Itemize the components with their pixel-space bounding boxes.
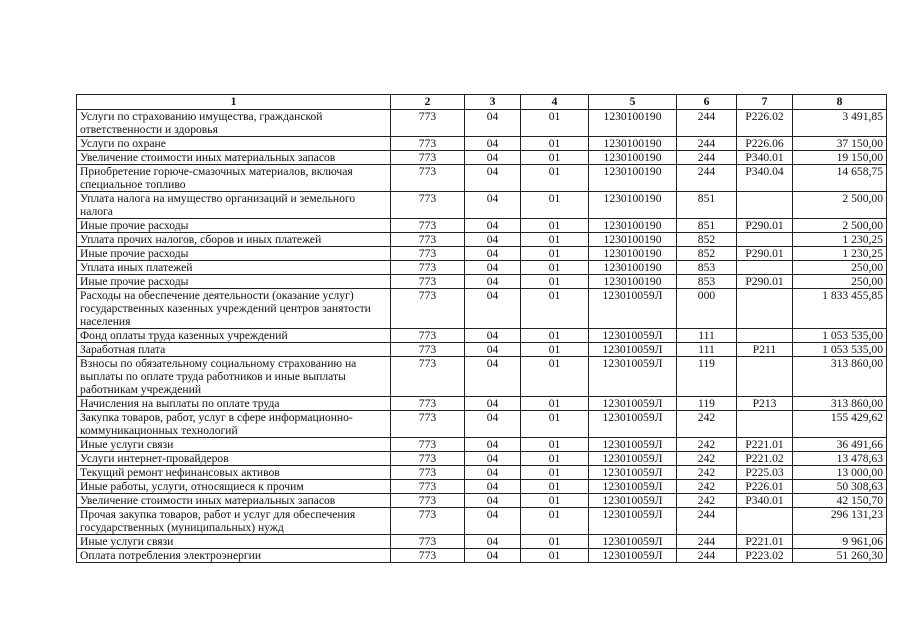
code-col-3: 04: [465, 110, 521, 137]
code-col-5: 1230100190: [589, 219, 677, 233]
table-row: [77, 397, 887, 411]
code-col-7: Р221.01: [737, 438, 793, 452]
code-col-4: 01: [521, 137, 589, 151]
code-col-6: 851: [677, 192, 737, 219]
amount-cell: 1 053 535,00: [793, 329, 887, 343]
column-header: 7: [737, 95, 793, 110]
code-col-3: 04: [465, 494, 521, 508]
code-col-7: Р226.02: [737, 110, 793, 137]
code-col-2: 773: [391, 452, 465, 466]
code-col-5: 1230100190: [589, 247, 677, 261]
table-row: [77, 192, 887, 219]
code-col-5: 1230100190: [589, 165, 677, 192]
code-col-3: 04: [465, 535, 521, 549]
code-col-5: 1230100190: [589, 192, 677, 219]
amount-cell: 1 053 535,00: [793, 343, 887, 357]
code-col-6: 852: [677, 247, 737, 261]
code-col-5: 1230100190: [589, 110, 677, 137]
code-col-2: 773: [391, 549, 465, 563]
code-col-6: 242: [677, 480, 737, 494]
code-col-2: 773: [391, 137, 465, 151]
code-col-7: Р226.06: [737, 137, 793, 151]
table-row: [77, 357, 887, 397]
code-col-5: 123010059Л: [589, 343, 677, 357]
code-col-3: 04: [465, 452, 521, 466]
code-col-4: 01: [521, 397, 589, 411]
code-col-4: 01: [521, 357, 589, 397]
code-col-2: 773: [391, 261, 465, 275]
item-name: Иные прочие расходы: [77, 247, 391, 261]
code-col-2: 773: [391, 466, 465, 480]
item-name: Начисления на выплаты по оплате труда: [77, 397, 391, 411]
code-col-2: 773: [391, 192, 465, 219]
code-col-2: 773: [391, 275, 465, 289]
item-name: Заработная плата: [77, 343, 391, 357]
code-col-3: 04: [465, 275, 521, 289]
code-col-2: 773: [391, 289, 465, 329]
code-col-2: 773: [391, 508, 465, 535]
code-col-2: 773: [391, 247, 465, 261]
code-col-5: 123010059Л: [589, 452, 677, 466]
table-row: [77, 219, 887, 233]
code-col-7: [737, 329, 793, 343]
amount-cell: 51 260,30: [793, 549, 887, 563]
item-name: Увеличение стоимости иных материальных запасов: [77, 494, 391, 508]
table-row: [77, 480, 887, 494]
amount-cell: 36 491,66: [793, 438, 887, 452]
table-row: [77, 494, 887, 508]
amount-cell: 250,00: [793, 275, 887, 289]
code-col-4: 01: [521, 411, 589, 438]
code-col-6: 852: [677, 233, 737, 247]
code-col-7: Р340.01: [737, 151, 793, 165]
code-col-7: Р226.01: [737, 480, 793, 494]
code-col-4: 01: [521, 275, 589, 289]
code-col-3: 04: [465, 397, 521, 411]
table-row: [77, 289, 887, 329]
code-col-5: 123010059Л: [589, 535, 677, 549]
item-name: Закупка товаров, работ, услуг в сфере информационно-коммуникационных технологий: [77, 411, 391, 438]
item-name: Фонд оплаты труда казенных учреждений: [77, 329, 391, 343]
code-col-7: [737, 357, 793, 397]
item-name: Услуги по охране: [77, 137, 391, 151]
column-header: 4: [521, 95, 589, 110]
code-col-3: 04: [465, 508, 521, 535]
code-col-3: 04: [465, 192, 521, 219]
column-header: 1: [77, 95, 391, 110]
code-col-7: [737, 508, 793, 535]
amount-cell: 313 860,00: [793, 357, 887, 397]
item-name: Увеличение стоимости иных материальных запасов: [77, 151, 391, 165]
code-col-6: 242: [677, 466, 737, 480]
code-col-3: 04: [465, 289, 521, 329]
code-col-6: 119: [677, 357, 737, 397]
table-row: [77, 549, 887, 563]
code-col-6: 242: [677, 411, 737, 438]
code-col-4: 01: [521, 480, 589, 494]
code-col-6: 851: [677, 219, 737, 233]
budget-table: [76, 94, 887, 563]
table-row: [77, 247, 887, 261]
amount-cell: 14 658,75: [793, 165, 887, 192]
code-col-5: 1230100190: [589, 137, 677, 151]
code-col-4: 01: [521, 466, 589, 480]
column-header: 6: [677, 95, 737, 110]
code-col-2: 773: [391, 151, 465, 165]
code-col-4: 01: [521, 452, 589, 466]
table-row: [77, 466, 887, 480]
code-col-5: 123010059Л: [589, 480, 677, 494]
code-col-4: 01: [521, 219, 589, 233]
code-col-2: 773: [391, 165, 465, 192]
amount-cell: 1 230,25: [793, 247, 887, 261]
code-col-6: 244: [677, 165, 737, 192]
code-col-5: 123010059Л: [589, 494, 677, 508]
amount-cell: 155 429,62: [793, 411, 887, 438]
code-col-5: 123010059Л: [589, 508, 677, 535]
code-col-7: Р223.02: [737, 549, 793, 563]
code-col-6: 111: [677, 329, 737, 343]
code-col-3: 04: [465, 165, 521, 192]
amount-cell: 50 308,63: [793, 480, 887, 494]
code-col-4: 01: [521, 438, 589, 452]
code-col-2: 773: [391, 343, 465, 357]
code-col-6: 242: [677, 452, 737, 466]
code-col-4: 01: [521, 494, 589, 508]
amount-cell: 42 150,70: [793, 494, 887, 508]
table-row: [77, 411, 887, 438]
code-col-3: 04: [465, 219, 521, 233]
code-col-6: 244: [677, 549, 737, 563]
amount-cell: 37 150,00: [793, 137, 887, 151]
code-col-4: 01: [521, 329, 589, 343]
code-col-7: Р340.01: [737, 494, 793, 508]
code-col-2: 773: [391, 438, 465, 452]
code-col-7: Р213: [737, 397, 793, 411]
column-header: 5: [589, 95, 677, 110]
code-col-4: 01: [521, 233, 589, 247]
code-col-5: 123010059Л: [589, 289, 677, 329]
code-col-5: 1230100190: [589, 233, 677, 247]
table-row: [77, 329, 887, 343]
table-row: [77, 275, 887, 289]
code-col-3: 04: [465, 343, 521, 357]
code-col-5: 123010059Л: [589, 466, 677, 480]
code-col-4: 01: [521, 192, 589, 219]
item-name: Уплата прочих налогов, сборов и иных платежей: [77, 233, 391, 247]
code-col-2: 773: [391, 233, 465, 247]
table-row: [77, 535, 887, 549]
code-col-3: 04: [465, 438, 521, 452]
code-col-2: 773: [391, 110, 465, 137]
code-col-6: 244: [677, 110, 737, 137]
code-col-7: Р221.01: [737, 535, 793, 549]
code-col-4: 01: [521, 247, 589, 261]
code-col-4: 01: [521, 110, 589, 137]
code-col-2: 773: [391, 411, 465, 438]
item-name: Иные прочие расходы: [77, 275, 391, 289]
item-name: Текущий ремонт нефинансовых активов: [77, 466, 391, 480]
amount-cell: 1 230,25: [793, 233, 887, 247]
item-name: Иные работы, услуги, относящиеся к прочим: [77, 480, 391, 494]
amount-cell: 9 961,06: [793, 535, 887, 549]
code-col-6: 244: [677, 137, 737, 151]
code-col-7: Р221.02: [737, 452, 793, 466]
code-col-4: 01: [521, 508, 589, 535]
code-col-4: 01: [521, 151, 589, 165]
amount-cell: 313 860,00: [793, 397, 887, 411]
item-name: Иные прочие расходы: [77, 219, 391, 233]
table-row: [77, 151, 887, 165]
code-col-5: 123010059Л: [589, 329, 677, 343]
code-col-2: 773: [391, 397, 465, 411]
code-col-3: 04: [465, 247, 521, 261]
amount-cell: 13 478,63: [793, 452, 887, 466]
code-col-5: 1230100190: [589, 261, 677, 275]
code-col-4: 01: [521, 343, 589, 357]
code-col-6: 853: [677, 261, 737, 275]
table-row: [77, 165, 887, 192]
item-name: Расходы на обеспечение деятельности (оказание услуг) государственных казенных учреждений центров занятости населения: [77, 289, 391, 329]
code-col-2: 773: [391, 329, 465, 343]
code-col-3: 04: [465, 261, 521, 275]
code-col-7: Р340.04: [737, 165, 793, 192]
header-row: [77, 95, 887, 110]
code-col-5: 123010059Л: [589, 411, 677, 438]
code-col-6: 000: [677, 289, 737, 329]
code-col-7: Р225.03: [737, 466, 793, 480]
code-col-4: 01: [521, 165, 589, 192]
code-col-7: [737, 233, 793, 247]
code-col-3: 04: [465, 357, 521, 397]
code-col-2: 773: [391, 219, 465, 233]
code-col-5: 123010059Л: [589, 397, 677, 411]
code-col-6: 244: [677, 535, 737, 549]
item-name: Иные услуги связи: [77, 438, 391, 452]
code-col-4: 01: [521, 289, 589, 329]
code-col-7: [737, 289, 793, 329]
code-col-3: 04: [465, 329, 521, 343]
code-col-3: 04: [465, 151, 521, 165]
code-col-6: 244: [677, 151, 737, 165]
item-name: Прочая закупка товаров, работ и услуг для обеспечения государственных (муниципальных) нужд: [77, 508, 391, 535]
code-col-2: 773: [391, 480, 465, 494]
amount-cell: 2 500,00: [793, 219, 887, 233]
code-col-4: 01: [521, 535, 589, 549]
table-row: [77, 343, 887, 357]
amount-cell: 19 150,00: [793, 151, 887, 165]
item-name: Уплата налога на имущество организаций и земельного налога: [77, 192, 391, 219]
table-row: [77, 508, 887, 535]
code-col-6: 119: [677, 397, 737, 411]
code-col-7: [737, 411, 793, 438]
column-header: 2: [391, 95, 465, 110]
code-col-4: 01: [521, 261, 589, 275]
code-col-2: 773: [391, 494, 465, 508]
item-name: Услуги по страхованию имущества, гражданской ответственности и здоровья: [77, 110, 391, 137]
table-row: [77, 233, 887, 247]
code-col-5: 1230100190: [589, 275, 677, 289]
column-header: 3: [465, 95, 521, 110]
code-col-3: 04: [465, 549, 521, 563]
code-col-3: 04: [465, 233, 521, 247]
table-row: [77, 137, 887, 151]
code-col-3: 04: [465, 480, 521, 494]
code-col-6: 242: [677, 494, 737, 508]
code-col-3: 04: [465, 466, 521, 480]
code-col-7: Р290.01: [737, 275, 793, 289]
code-col-7: Р290.01: [737, 219, 793, 233]
code-col-4: 01: [521, 549, 589, 563]
code-col-7: [737, 192, 793, 219]
code-col-7: Р290.01: [737, 247, 793, 261]
item-name: Взносы по обязательному социальному страхованию на выплаты по оплате труда работников и иные выплаты работникам учреждений: [77, 357, 391, 397]
amount-cell: 296 131,23: [793, 508, 887, 535]
item-name: Уплата иных платежей: [77, 261, 391, 275]
column-header: 8: [793, 95, 887, 110]
code-col-3: 04: [465, 137, 521, 151]
code-col-5: 1230100190: [589, 151, 677, 165]
amount-cell: 1 833 455,85: [793, 289, 887, 329]
item-name: Оплата потребления электроэнергии: [77, 549, 391, 563]
code-col-2: 773: [391, 357, 465, 397]
code-col-5: 123010059Л: [589, 549, 677, 563]
amount-cell: 3 491,85: [793, 110, 887, 137]
code-col-7: [737, 261, 793, 275]
amount-cell: 13 000,00: [793, 466, 887, 480]
amount-cell: 250,00: [793, 261, 887, 275]
code-col-6: 111: [677, 343, 737, 357]
table-row: [77, 261, 887, 275]
table-row: [77, 438, 887, 452]
code-col-5: 123010059Л: [589, 438, 677, 452]
code-col-3: 04: [465, 411, 521, 438]
code-col-6: 853: [677, 275, 737, 289]
item-name: Приобретение горюче-смазочных материалов, включая специальное топливо: [77, 165, 391, 192]
table-row: [77, 452, 887, 466]
code-col-6: 242: [677, 438, 737, 452]
item-name: Иные услуги связи: [77, 535, 391, 549]
code-col-6: 244: [677, 508, 737, 535]
item-name: Услуги интернет-провайдеров: [77, 452, 391, 466]
code-col-7: Р211: [737, 343, 793, 357]
table-row: [77, 110, 887, 137]
code-col-5: 123010059Л: [589, 357, 677, 397]
amount-cell: 2 500,00: [793, 192, 887, 219]
code-col-2: 773: [391, 535, 465, 549]
